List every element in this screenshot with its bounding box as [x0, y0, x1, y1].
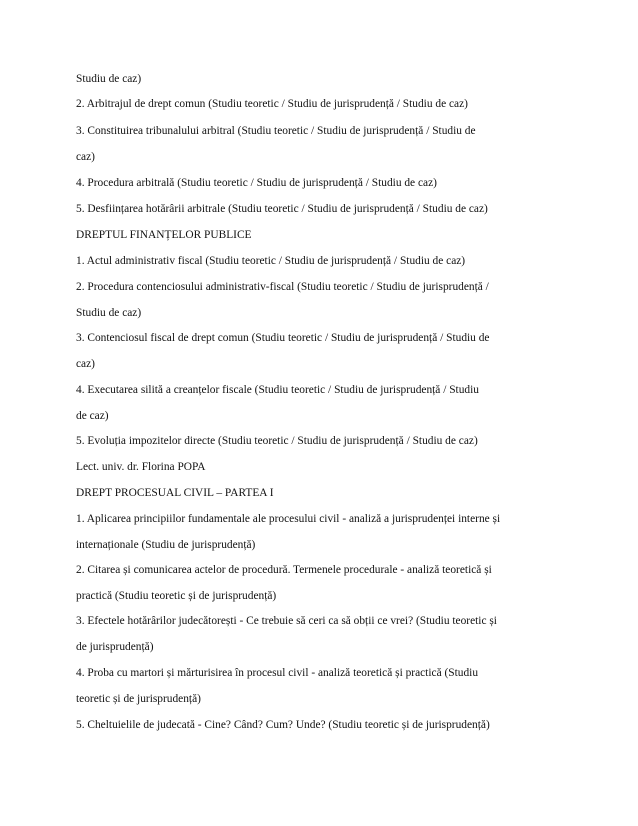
text-line: de jurisprudență): [76, 641, 154, 653]
text-line: Studiu de caz): [76, 73, 142, 85]
text-line: 1. Aplicarea principiilor fundamentale ale procesului civil - analiză a jurisprudenței interne și: [76, 513, 501, 525]
section-heading: DREPT PROCESUAL CIVIL – PARTEA I: [76, 487, 274, 499]
text-line: 5. Evoluția impozitelor directe (Studiu teoretic / Studiu de jurisprudență / Studiu de caz): [76, 435, 478, 447]
text-line: 4. Proba cu martori și mărturisirea în procesul civil - analiză teoretică și practică (Studiu: [76, 667, 479, 679]
text-line: de caz): [76, 410, 109, 422]
text-line: caz): [76, 151, 95, 163]
text-line: Studiu de caz): [76, 307, 142, 319]
text-line: 2. Procedura contenciosului administrativ-fiscal (Studiu teoretic / Studiu de jurisprudență /: [76, 281, 489, 293]
text-line: 3. Constituirea tribunalului arbitral (Studiu teoretic / Studiu de jurisprudență / Studiu de: [76, 125, 476, 137]
text-line: 3. Contenciosul fiscal de drept comun (Studiu teoretic / Studiu de jurisprudență / Studiu de: [76, 332, 490, 344]
text-line: 2. Arbitrajul de drept comun (Studiu teoretic / Studiu de jurisprudență / Studiu de caz): [76, 98, 468, 110]
text-line: 3. Efectele hotărârilor judecătorești - Ce trebuie să ceri ca să obții ce vrei? (Studiu teoretic și: [76, 615, 497, 627]
text-line: practică (Studiu teoretic și de jurisprudență): [76, 590, 277, 602]
text-line: teoretic și de jurisprudență): [76, 693, 201, 705]
author-line: Lect. univ. dr. Florina POPA: [76, 461, 206, 473]
text-line: caz): [76, 358, 95, 370]
text-line: 2. Citarea și comunicarea actelor de procedură. Termenele procedurale - analiză teoretică și: [76, 564, 492, 576]
text-line: 5. Cheltuielile de judecată - Cine? Când? Cum? Unde? (Studiu teoretic și de jurisprudență): [76, 719, 490, 731]
text-line: internaționale (Studiu de jurisprudență): [76, 539, 256, 551]
text-line: 4. Procedura arbitrală (Studiu teoretic / Studiu de jurisprudență / Studiu de caz): [76, 177, 437, 189]
section-heading: DREPTUL FINANȚELOR PUBLICE: [76, 229, 252, 241]
text-line: 1. Actul administrativ fiscal (Studiu teoretic / Studiu de jurisprudență / Studiu de caz): [76, 255, 466, 267]
text-line: 5. Desființarea hotărârii arbitrale (Studiu teoretic / Studiu de jurisprudență / Studiu de caz): [76, 203, 488, 215]
text-line: 4. Executarea silită a creanțelor fiscale (Studiu teoretic / Studiu de jurisprudență / Studiu: [76, 384, 479, 396]
